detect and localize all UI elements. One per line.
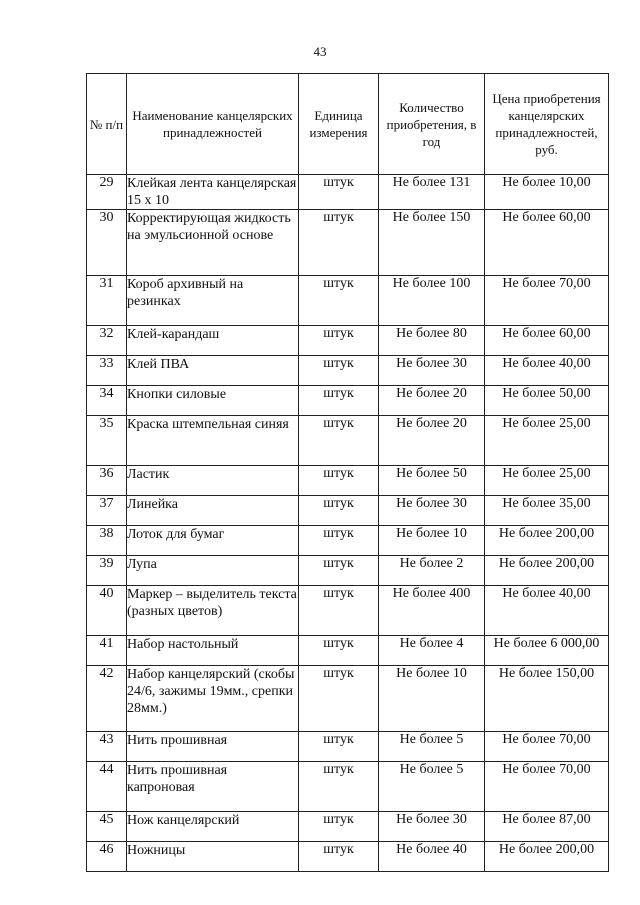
row-price: Не более 200,00 [485,526,609,556]
row-qty: Не более 150 [379,210,485,276]
row-num: 34 [87,386,127,416]
row-qty: Не более 100 [379,276,485,326]
table-row [87,812,609,842]
row-qty: Не более 2 [379,556,485,586]
row-name: Краска штемпельная синяя [127,416,299,466]
row-name: Линейка [127,496,299,526]
table-row [87,356,609,386]
row-unit: штук [299,842,379,872]
row-qty: Не более 20 [379,386,485,416]
row-name: Короб архивный на резинках [127,276,299,326]
row-name: Ластик [127,466,299,496]
row-unit: штук [299,466,379,496]
row-name: Нож канцелярский [127,812,299,842]
row-price: Не более 70,00 [485,732,609,762]
row-price: Не более 50,00 [485,386,609,416]
row-name: Клей ПВА [127,356,299,386]
row-num: 45 [87,812,127,842]
row-num: 37 [87,496,127,526]
row-qty: Не более 20 [379,416,485,466]
row-price: Не более 150,00 [485,666,609,732]
header-price: Цена приобретения канцелярских принадлежностей, руб. [485,74,609,175]
row-qty: Не более 400 [379,586,485,636]
row-num: 30 [87,210,127,276]
table-row [87,666,609,732]
row-unit: штук [299,636,379,666]
row-name: Клей-карандаш [127,326,299,356]
table-row [87,762,609,812]
row-name: Клейкая лента канцелярская 15 х 10 [127,175,299,210]
table-row [87,842,609,872]
row-price: Не более 35,00 [485,496,609,526]
header-name: Наименование канцелярских принадлежностей [127,74,299,175]
table-row [87,175,609,210]
row-num: 31 [87,276,127,326]
table-row [87,586,609,636]
table-row [87,416,609,466]
row-unit: штук [299,812,379,842]
row-price: Не более 6 000,00 [485,636,609,666]
row-price: Не более 40,00 [485,586,609,636]
row-num: 40 [87,586,127,636]
row-unit: штук [299,356,379,386]
row-price: Не более 87,00 [485,812,609,842]
row-qty: Не более 80 [379,326,485,356]
row-unit: штук [299,732,379,762]
table-row [87,556,609,586]
row-qty: Не более 30 [379,496,485,526]
row-name: Кнопки силовые [127,386,299,416]
row-name: Набор настольный [127,636,299,666]
row-unit: штук [299,496,379,526]
row-num: 41 [87,636,127,666]
row-name: Ножницы [127,842,299,872]
row-unit: штук [299,175,379,210]
row-num: 36 [87,466,127,496]
table-row [87,496,609,526]
row-qty: Не более 4 [379,636,485,666]
row-price: Не более 200,00 [485,556,609,586]
header-num: № п/п [87,74,127,175]
row-qty: Не более 10 [379,526,485,556]
row-price: Не более 70,00 [485,276,609,326]
row-num: 35 [87,416,127,466]
row-num: 44 [87,762,127,812]
table-row [87,276,609,326]
header-qty: Количество приобретения, в год [379,74,485,175]
row-unit: штук [299,586,379,636]
row-price: Не более 10,00 [485,175,609,210]
row-unit: штук [299,276,379,326]
row-num: 39 [87,556,127,586]
row-unit: штук [299,556,379,586]
header-unit: Единица измерения [299,74,379,175]
table-row [87,466,609,496]
row-qty: Не более 30 [379,356,485,386]
table-row [87,386,609,416]
row-name: Нить прошивная [127,732,299,762]
row-unit: штук [299,416,379,466]
table-header-row [87,74,609,175]
row-num: 38 [87,526,127,556]
row-qty: Не более 40 [379,842,485,872]
row-price: Не более 200,00 [485,842,609,872]
row-name: Набор канцелярский (скобы 24/6, зажимы 19мм., срепки 28мм.) [127,666,299,732]
row-price: Не более 25,00 [485,466,609,496]
row-name: Нить прошивная капроновая [127,762,299,812]
supplies-table [86,73,609,872]
row-qty: Не более 131 [379,175,485,210]
row-qty: Не более 5 [379,762,485,812]
row-num: 33 [87,356,127,386]
row-num: 43 [87,732,127,762]
row-unit: штук [299,526,379,556]
row-qty: Не более 50 [379,466,485,496]
row-unit: штук [299,210,379,276]
row-num: 29 [87,175,127,210]
row-name: Лупа [127,556,299,586]
row-unit: штук [299,666,379,732]
row-name: Лоток для бумаг [127,526,299,556]
table-row [87,636,609,666]
row-price: Не более 25,00 [485,416,609,466]
row-num: 32 [87,326,127,356]
row-name: Маркер – выделитель текста (разных цветов) [127,586,299,636]
row-price: Не более 60,00 [485,210,609,276]
table-row [87,326,609,356]
row-qty: Не более 5 [379,732,485,762]
row-qty: Не более 10 [379,666,485,732]
table-row [87,732,609,762]
row-name: Корректирующая жидкость на эмульсионной основе [127,210,299,276]
row-price: Не более 60,00 [485,326,609,356]
page-number: 43 [313,44,327,59]
row-unit: штук [299,326,379,356]
row-price: Не более 70,00 [485,762,609,812]
table-row [87,526,609,556]
row-price: Не более 40,00 [485,356,609,386]
row-unit: штук [299,386,379,416]
row-qty: Не более 30 [379,812,485,842]
row-unit: штук [299,762,379,812]
row-num: 42 [87,666,127,732]
table-row [87,210,609,276]
row-num: 46 [87,842,127,872]
